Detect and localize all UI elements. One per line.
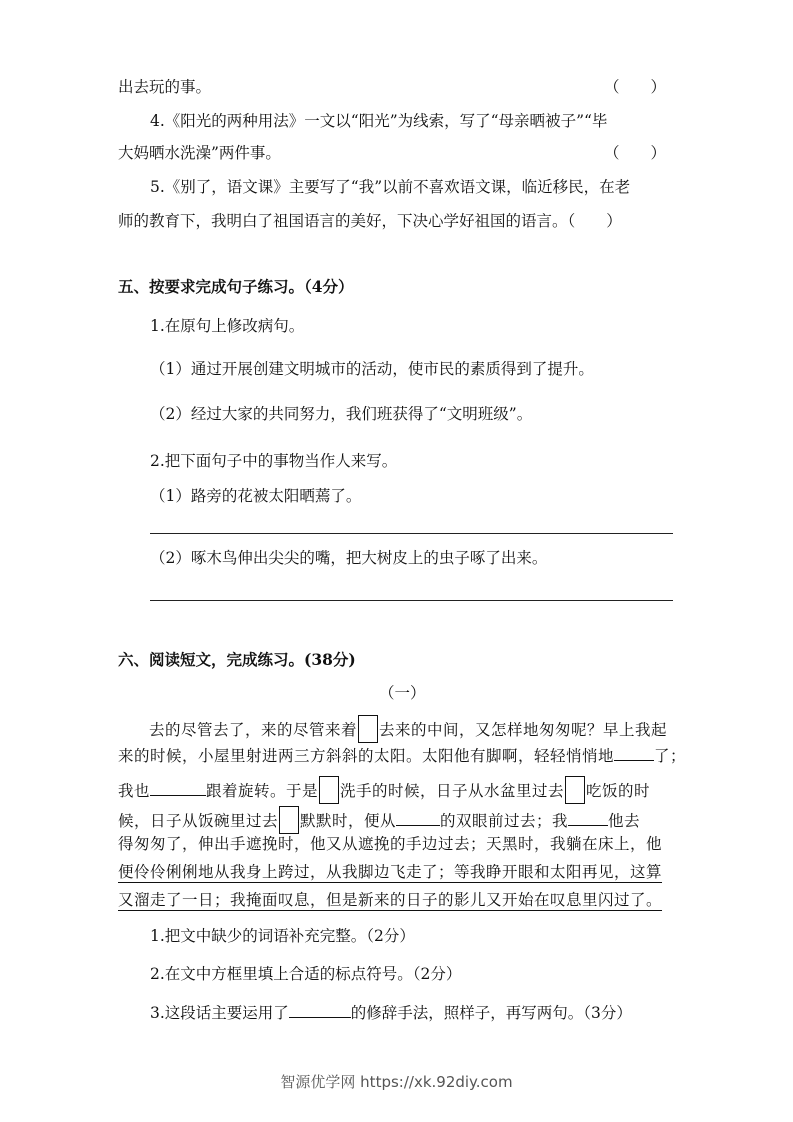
passage-line-6: 便伶伶俐俐地从我身上跨过，从我脚边飞走了；等我睁开眼和太阳再见，这算: [118, 863, 663, 881]
answer-paren[interactable]: （ ）: [604, 78, 667, 96]
item4-line1: 4.《阳光的两种用法》一文以“阳光”为线索，写了“母亲晒被子”“毕: [150, 112, 608, 130]
q2-sentence2: （2）啄木鸟伸出尖尖的嘴，把大树皮上的虫子啄了出来。: [150, 549, 548, 567]
punctuation-box[interactable]: [358, 715, 378, 743]
passage-line-3: 我也 跟着旋转。于是 洗手的时候，日子从水盆里过去 吃饭的时: [118, 776, 674, 804]
q2-heading: 2.把下面句子中的事物当作人来写。: [150, 452, 398, 470]
punctuation-box[interactable]: [565, 776, 585, 804]
punctuation-box[interactable]: [279, 806, 299, 834]
q1-sentence2: （2）经过大家的共同努力，我们班获得了“文明班级”。: [150, 405, 533, 423]
answer-line[interactable]: [150, 533, 673, 534]
q3-rhetoric: 3.这段话主要运用了 的修辞手法，照样子，再写两句。（3分）: [150, 1004, 632, 1022]
passage-number: （一）: [379, 684, 426, 702]
footer-watermark: 智源优学网 https://xk.92diy.com: [280, 1073, 513, 1091]
word-blank[interactable]: [289, 1003, 351, 1018]
word-blank[interactable]: [568, 811, 608, 826]
passage-line-4: 候，日子从饭碗里过去 默默时，便从 的双眼前过去；我 他去: [118, 806, 674, 834]
q1-heading: 1.在原句上修改病句。: [150, 317, 305, 335]
q2-sentence1: （1）路旁的花被太阳晒蔫了。: [150, 487, 362, 505]
item5-line1: 5.《别了，语文课》主要写了“我”以前不喜欢语文课，临近移民，在老: [150, 178, 631, 196]
answer-paren[interactable]: （ ）: [604, 144, 667, 162]
passage-line-7: 又溜走了一日；我掩面叹息，但是新来的日子的影儿又开始在叹息里闪过了。: [118, 891, 663, 909]
passage-line-2: 来的时候，小屋里射进两三方斜斜的太阳。太阳他有脚啊，轻轻悄悄地 了；: [118, 747, 687, 765]
answer-line[interactable]: [150, 600, 673, 601]
item3-line: 出去玩的事。: [118, 78, 212, 96]
item5-line2: 师的教育下，我明白了祖国语言的美好，下决心学好祖国的语言。（ ）: [118, 212, 622, 230]
passage-line-1: 去的尽管去了，来的尽管来着 去来的中间，又怎样地匆匆呢？早上我起: [118, 715, 674, 743]
section6-title: 六、阅读短文，完成练习。(38分): [118, 650, 356, 669]
punctuation-box[interactable]: [319, 776, 339, 804]
word-blank[interactable]: [150, 781, 206, 796]
q2-punctuation: 2.在文中方框里填上合适的标点符号。（2分）: [150, 965, 462, 983]
q1-fill-words: 1.把文中缺少的词语补充完整。（2分）: [150, 927, 415, 945]
section5-title: 五、按要求完成句子练习。（4分）: [118, 277, 354, 296]
word-blank[interactable]: [396, 811, 440, 826]
word-blank[interactable]: [614, 746, 654, 761]
passage-line-5: 得匆匆了，伸出手遮挽时，他又从遮挽的手边过去；天黑时，我躺在床上，他: [118, 835, 663, 853]
q1-sentence1: （1）通过开展创建文明城市的活动，使市民的素质得到了提升。: [150, 360, 594, 378]
item4-line2: 大妈晒水洗澡”两件事。: [118, 144, 281, 162]
